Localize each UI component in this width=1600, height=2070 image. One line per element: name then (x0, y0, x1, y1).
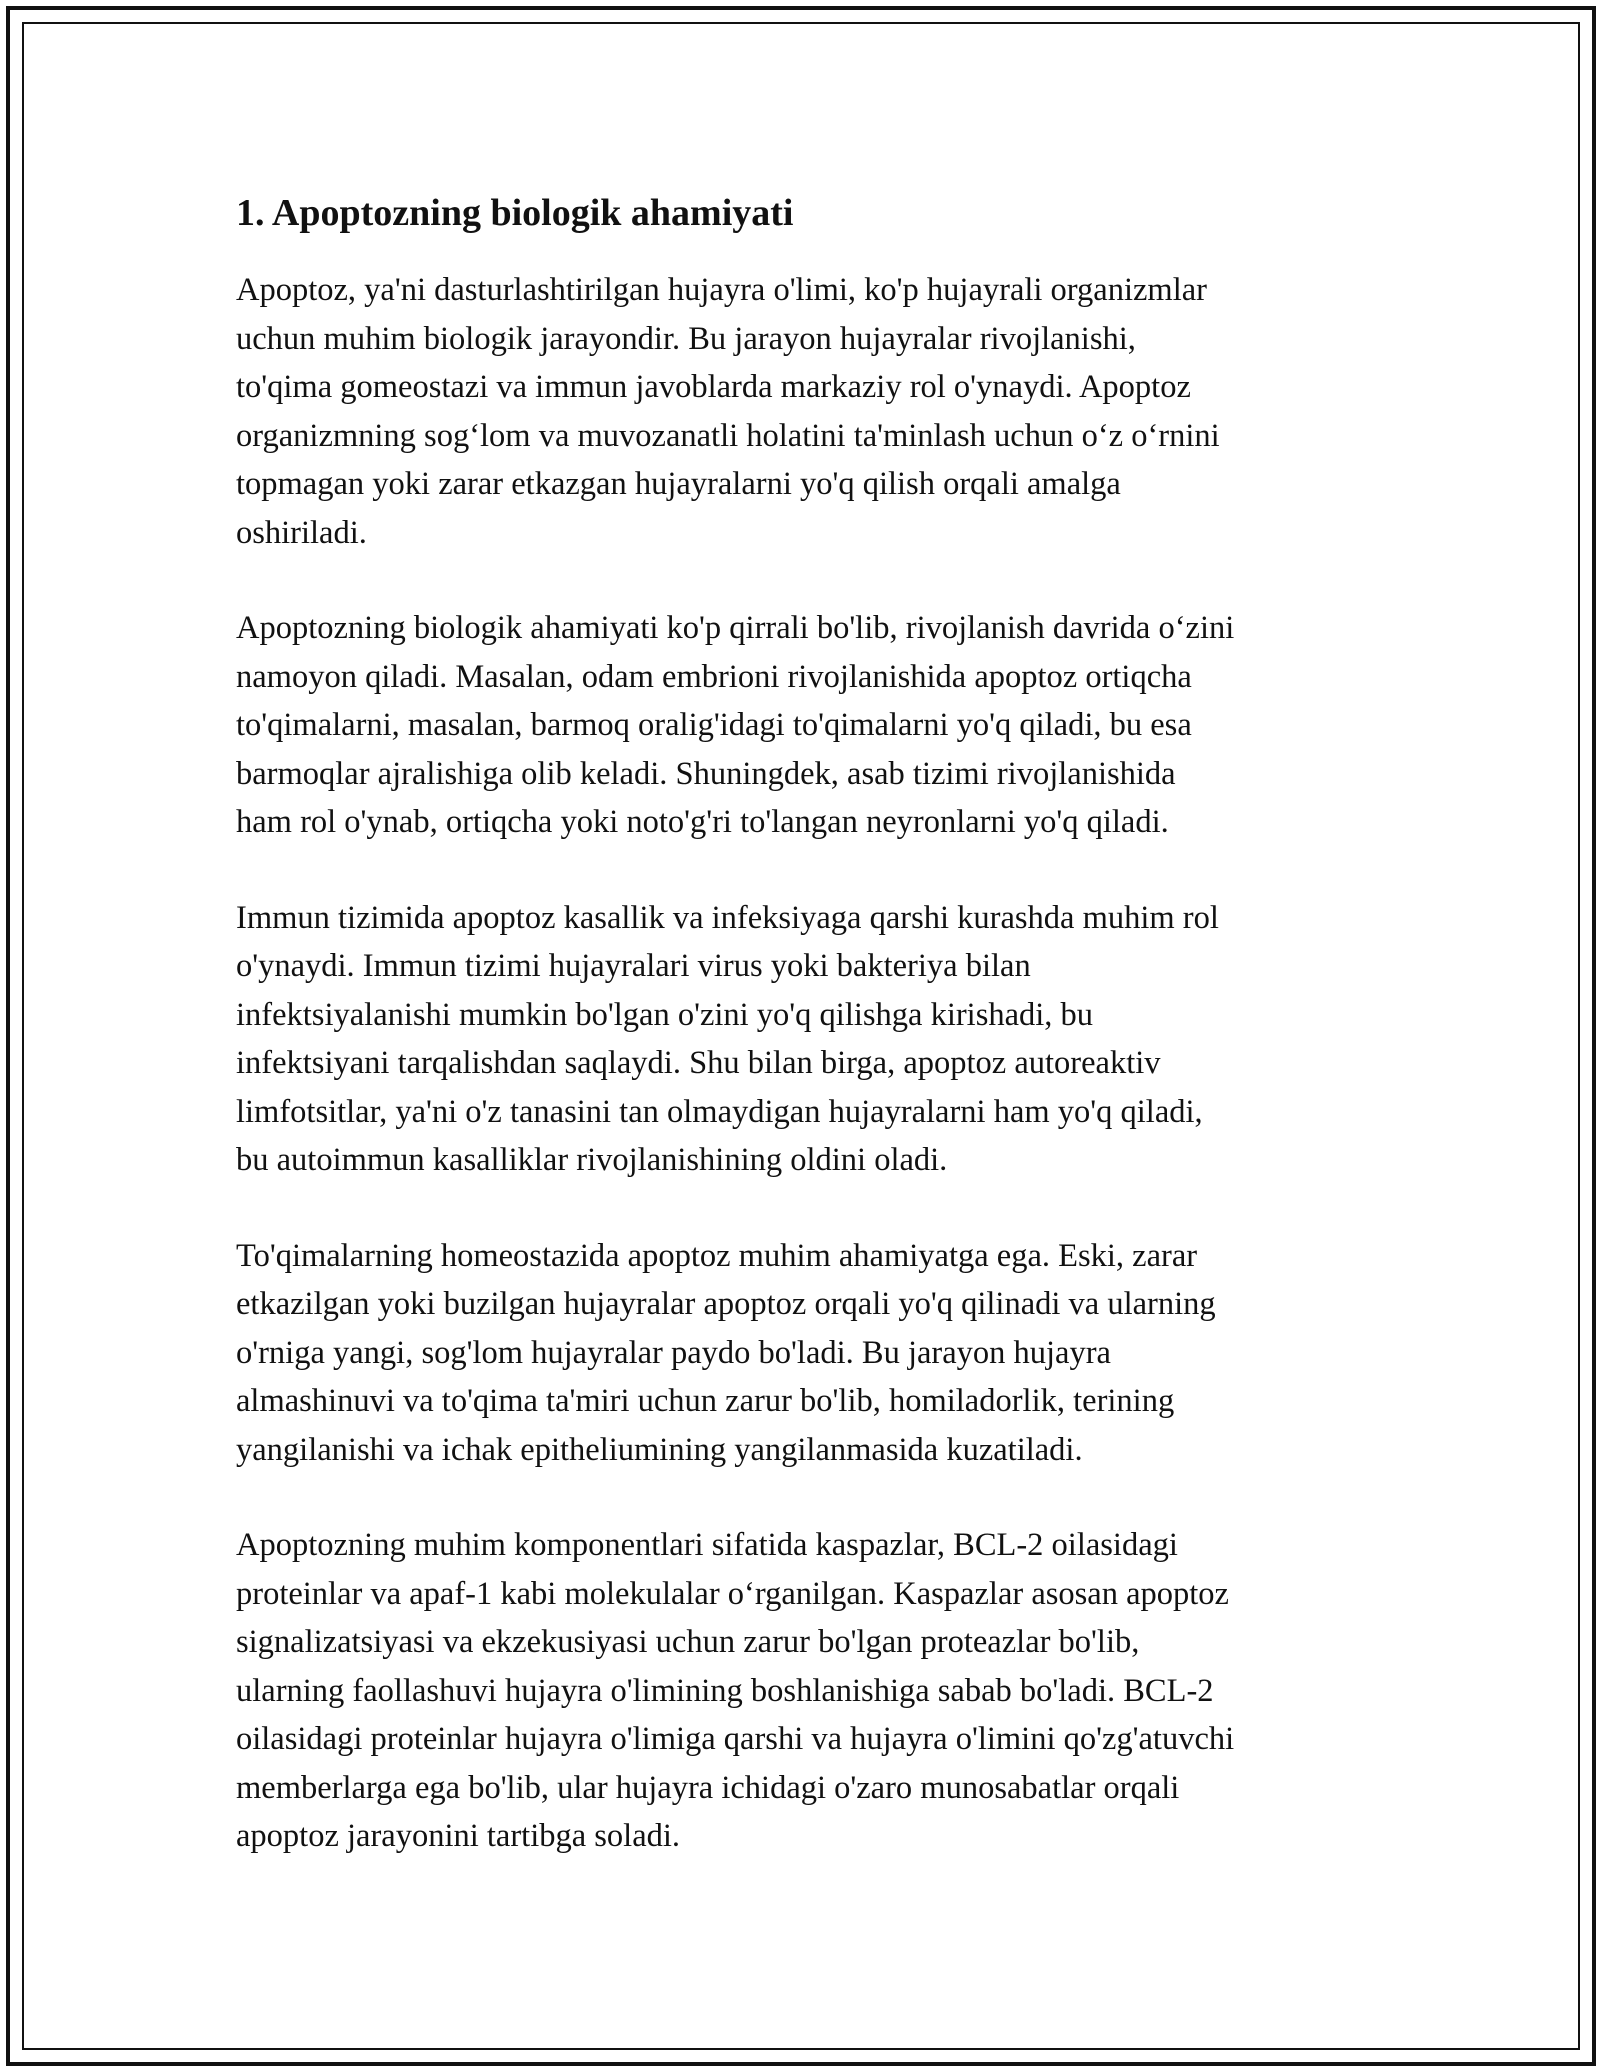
text-line: Apoptozning muhim komponentlari sifatida kaspazlar, BCL-2 oilasidagi (236, 1527, 1178, 1563)
text-line: oilasidagi proteinlar hujayra o'limiga qarshi va hujayra o'limini qo'zg'atuvchi (236, 1721, 1235, 1757)
text-line: to'qimalarni, masalan, barmoq oralig'idagi to'qimalarni yo'q qiladi, bu esa (236, 707, 1192, 743)
text-line: bu autoimmun kasalliklar rivojlanishining oldini oladi. (236, 1142, 948, 1178)
section-heading: 1. Apoptozning biologik ahamiyati (236, 192, 794, 234)
text-line: ularning faollashuvi hujayra o'limining boshlanishiga sabab bo'ladi. BCL-2 (236, 1672, 1214, 1709)
paragraph-list (236, 266, 1386, 1861)
text-line: Apoptoz, ya'ni dasturlashtirilgan hujayra o'limi, ko'p hujayrali organizmlar (236, 272, 1207, 308)
text-line: Apoptozning biologik ahamiyati ko'p qirrali bo'lib, rivojlanish davrida o‘zini (236, 610, 1235, 646)
text-line: memberlarga ega bo'lib, ular hujayra ichidagi o'zaro munosabatlar orqali (236, 1769, 1180, 1806)
text-line: etkazilgan yoki buzilgan hujayralar apoptoz orqali yo'q qilinadi va ularning (236, 1286, 1216, 1322)
text-line: To'qimalarning homeostazida apoptoz muhim ahamiyatga ega. Eski, zarar (236, 1237, 1198, 1274)
text-line: organizmning sog‘lom va muvozanatli holatini ta'minlash uchun o‘z o‘rnini (236, 417, 1220, 454)
paragraph (236, 1521, 1386, 1861)
text-line: uchun muhim biologik jarayondir. Bu jarayon hujayralar rivojlanishi, (236, 320, 1136, 357)
document-body (236, 188, 1386, 1908)
paragraph (236, 266, 1386, 557)
text-line: ham rol o'ynab, ortiqcha yoki noto'g'ri to'langan neyronlarni yo'q qiladi. (236, 804, 1169, 840)
text-line: yangilanishi va ichak epitheliumining yangilanmasida kuzatiladi. (236, 1431, 1083, 1468)
text-line: almashinuvi va to'qima ta'miri uchun zarur bo'lib, homiladorlik, terining (236, 1383, 1175, 1419)
text-line: Immun tizimida apoptoz kasallik va infeksiyaga qarshi kurashda muhim rol (236, 899, 1219, 936)
paragraph (236, 1232, 1386, 1475)
text-line: to'qima gomeostazi va immun javoblarda markaziy rol o'ynaydi. Apoptoz (236, 369, 1191, 405)
text-line: limfotsitlar, ya'ni o'z tanasini tan olmaydigan hujayralarni ham yo'q qiladi, (236, 1093, 1203, 1130)
text-line: o'rniga yangi, sog'lom hujayralar paydo bo'ladi. Bu jarayon hujayra (236, 1334, 1111, 1371)
text-line: topmagan yoki zarar etkazgan hujayralarni yo'q qilish orqali amalga (236, 466, 1121, 502)
text-line: namoyon qiladi. Masalan, odam embrioni rivojlanishida apoptoz ortiqcha (236, 658, 1192, 695)
text-line: barmoqlar ajralishiga olib keladi. Shuningdek, asab tizimi rivojlanishida (236, 755, 1176, 792)
text-line: apoptoz jarayonini tartibga soladi. (236, 1818, 681, 1854)
text-line: proteinlar va apaf-1 kabi molekulalar o‘rganilgan. Kaspazlar asosan apoptoz (236, 1575, 1229, 1612)
text-line: infektsiyani tarqalishdan saqlaydi. Shu bilan birga, apoptoz autoreaktiv (236, 1045, 1161, 1081)
paragraph (236, 894, 1386, 1185)
text-line: infektsiyalanishi mumkin bo'lgan o'zini yo'q qilishga kirishadi, bu (236, 996, 1094, 1033)
text-line: oshiriladi. (236, 514, 367, 551)
paragraph (236, 604, 1386, 847)
text-line: o'ynaydi. Immun tizimi hujayralari virus yoki bakteriya bilan (236, 948, 1031, 984)
text-line: signalizatsiyasi va ekzekusiyasi uchun zarur bo'lgan proteazlar bo'lib, (236, 1624, 1140, 1660)
